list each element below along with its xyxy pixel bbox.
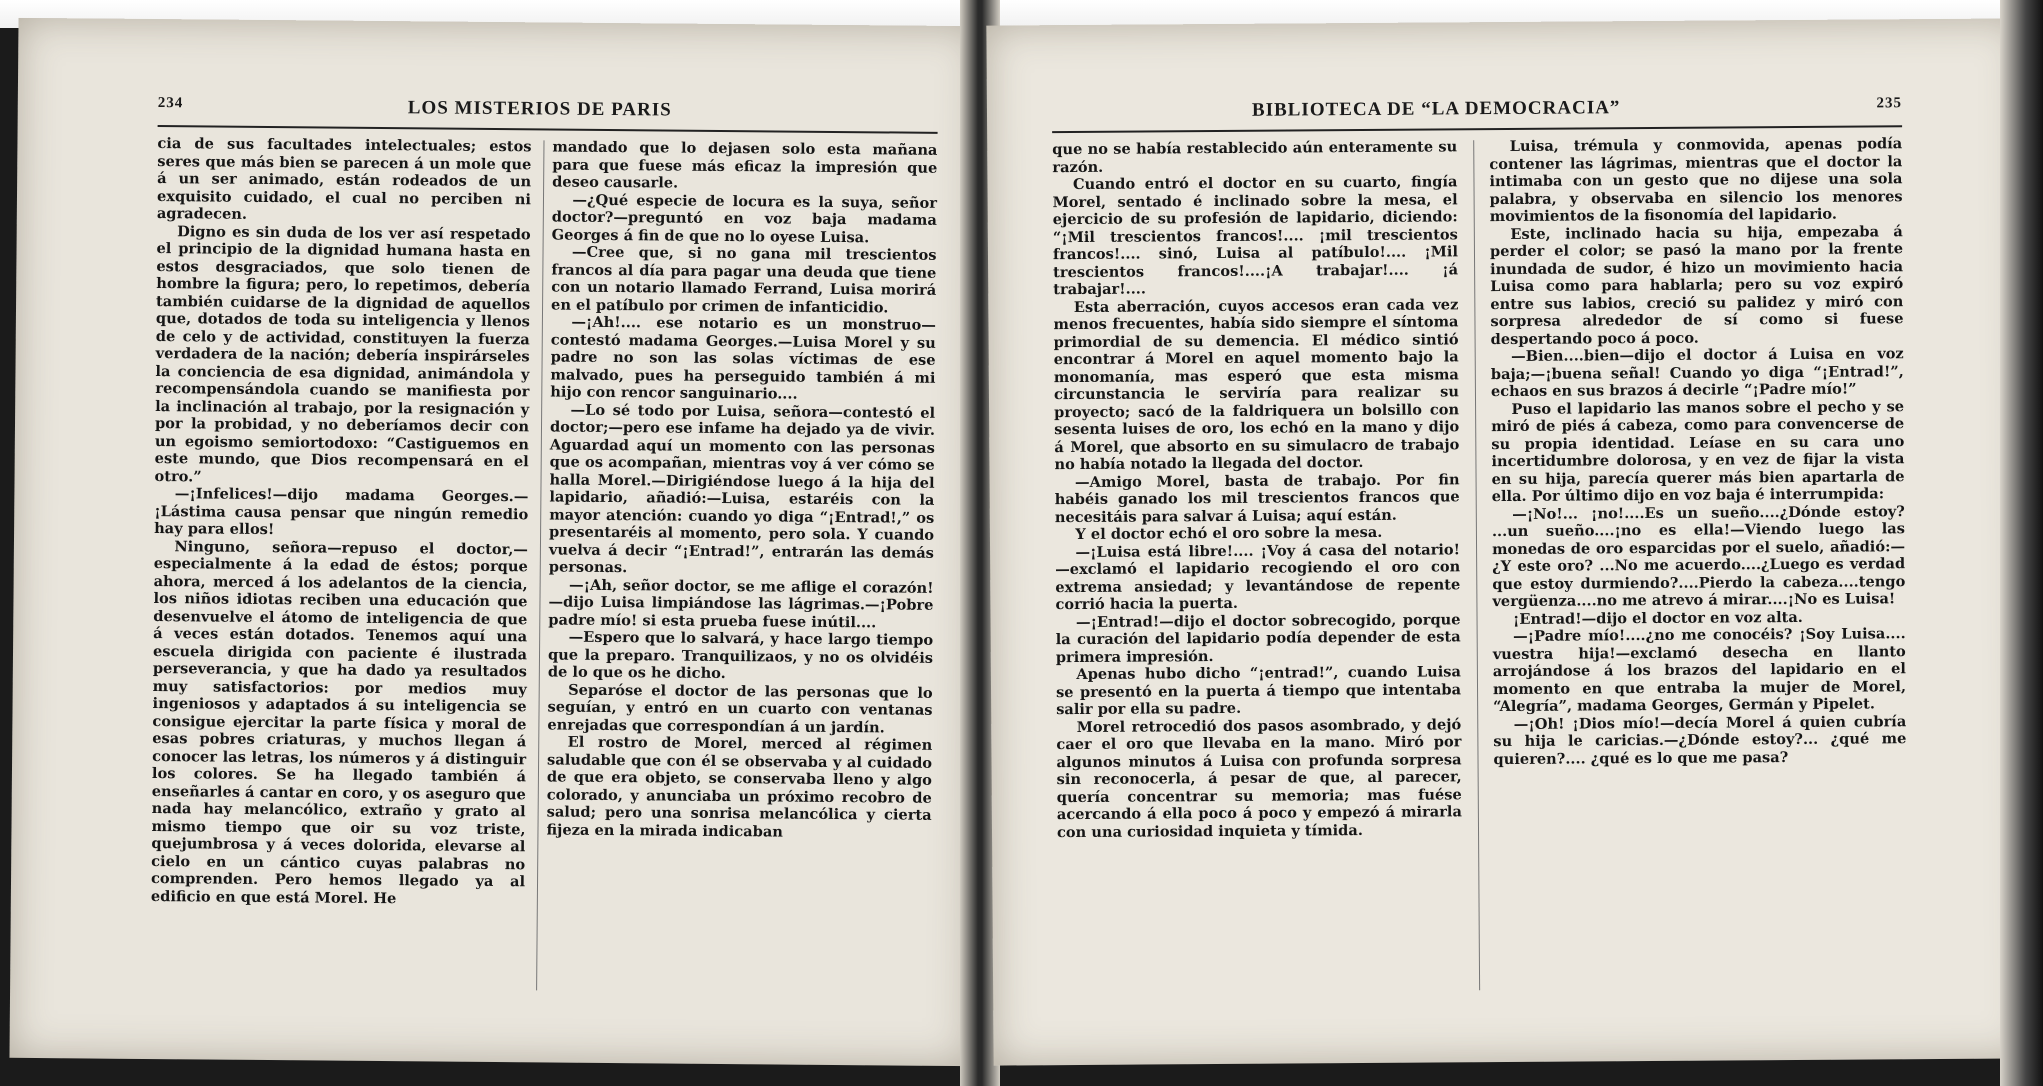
text-column-right bbox=[546, 138, 937, 841]
paragraph: Morel retrocedió dos pasos asombrado, y dejó caer el oro que llevaba en la mano. Miró por algunos minutos á Luisa con profunda sorpresa sin reconocerla, á pesar de que, al parecer, quería concentrar su memoria; mas fuése acercando á ella poco á poco y empezó á mirarla con una curiosidad inquieta y tímida. bbox=[1056, 715, 1462, 841]
paragraph: Ninguno, señora—repuso el doctor,—especialmente á la edad de éstos; porque ahora, merced á los adelantos de la ciencia, los niños idiotas reciben una educación que desenvuelve el átomo de inteligencia de que á veces están dotados. Tenemos aquí una escuela dirigida con paciente é ilustrada perseverancia, y que ha dado ya resultados muy satisfactorios: por medios muy ingeniosos y adaptados á su inteligencia se consigue ejercitar la parte física y moral de esas pobres criaturas, y muchos llegan á conocer las letras, los números y á distinguir los colores. Se ha llegado también á enseñarles á cantar en coro, y os aseguro que nada hay melancólico, extraño y grato al mismo tiempo que oir su voz triste, quejumbrosa y á veces dolorida, elevarse al cielo en un cántico cuyas palabras no comprenden. Pero hemos llegado ya al edificio en que está Morel. He bbox=[150, 537, 529, 907]
running-head bbox=[158, 95, 938, 130]
paragraph: Separóse el doctor de las personas que lo seguían, y entró en un cuarto con ventanas enrejadas que correspondían á un jardín. bbox=[547, 681, 933, 736]
paragraph: mandado que lo dejasen solo esta mañana para que fuese más eficaz la impresión que deseo causarle. bbox=[552, 138, 938, 192]
paragraph: Y el doctor echó el oro sobre la mesa. bbox=[1075, 523, 1383, 544]
paragraph: —Lo sé todo por Luisa, señora—contestó el doctor;—pero ese infame ha dejado ya de vivir. Aguardad aquí un momento con las personas que os acompañan, mientras voy á ver cómo se halla Morel.—Dirigiéndose luego á la hija del lapidario, añadió:—Luisa, estaréis con la mayor atención: cuando yo diga “¡Entrad!,” os presentaréis al momento, pero sola. Y cuando vuelva á decir “¡Entrad!”, entrarán las demás personas. bbox=[548, 401, 936, 577]
paragraph: que no se había restablecido aún enteramente su razón. bbox=[1052, 138, 1458, 176]
paragraph: ¡Entrad!—dijo el doctor en voz alta. bbox=[1512, 608, 1803, 628]
paragraph: Apenas hubo dicho “¡entrad!”, cuando Luisa se presentó en la puerta á tiempo que intentaba salir por ella su padre. bbox=[1055, 663, 1462, 719]
column-divider bbox=[536, 140, 544, 990]
book-title: LOS MISTERIOS DE PARIS bbox=[407, 97, 672, 121]
text-column-right bbox=[1489, 135, 1906, 768]
book-title: BIBLIOTECA DE “LA DEMOCRACIA” bbox=[1251, 97, 1621, 121]
text-column-left bbox=[1052, 138, 1462, 841]
page-number: 235 bbox=[1876, 95, 1903, 112]
paragraph: —¡Ah!.... ese notario es un monstruo—contestó madama Georges.—Luisa Morel y su padre no son las solas víctimas de ese malvado, pues ha perseguido también á mi hijo con rencor sanguinario.... bbox=[550, 313, 936, 403]
paragraph: Esta aberración, cuyos accesos eran cada vez menos frecuentes, había sido siempre el síntoma primordial de su demencia. El médico sintió encontrar á Morel en aquel momento bajo la monomanía, mas esperó que esta misma circunstancia le serviría para realizar su proyecto; sacó de la faldriquera un bolsillo con sesenta luises de oro, los echó en la mano y dijo á Morel, que absorto en su simulacro de trabajo no había notado la llegada del doctor. bbox=[1053, 295, 1460, 474]
column-divider bbox=[1473, 140, 1480, 990]
running-head bbox=[1052, 95, 1902, 129]
paragraph: Luisa, trémula y conmovida, apenas podía contener las lágrimas, mientras que el doctor la intimaba con un gesto que no dijese una sola palabra, y observaba en silencio los menores movimientos de la fisonomía del lapidario. bbox=[1489, 135, 1903, 226]
paragraph: —¡Ah, señor doctor, se me aflige el corazón!—dijo Luisa limpiándose las lágrimas.—¡Pobre padre mío! si esta prueba fuese inútil.... bbox=[548, 576, 934, 631]
paragraph: —¡Luisa está libre!.... ¡Voy á casa del notario!—exclamó el lapidario recogiendo el oro con extrema ansiedad; y levantándose de repente corrió hacia la puerta. bbox=[1055, 540, 1461, 614]
paragraph: Digno es sin duda de los ver así respetado el principio de la dignidad humana hasta en estos desgraciados, que solo tienen de hombre la figura; pero, lo repetimos, debería también cuidarse de la dignidad de aquellos que, dotados de toda su inteligencia y llenos de celo y de actividad, constituyen la fuerza verdadera de la nación; debería inspirárseles la conciencia de esa dignidad, animándola y recompensándola cuando se manifiesta por la inclinación al trabajo, por la resignación y por la probidad, y no deberíamos decir con un egoismo semiortodoxo: “Castiguemos en este mundo, que Dios recompensará en el otro.” bbox=[154, 222, 531, 485]
paragraph: Cuando entró el doctor en su cuarto, fingía Morel, sentado é inclinado sobre la mesa, el ejercicio de su profesión de lapidario, diciendo: “¡Mil trescientos francos!.... ¡mil trescientos francos!.... sinó, Luisa al patíbulo!.... ¡Mil trescientos francos!....¡A trabajar!.... ¡á trabajar!.... bbox=[1052, 173, 1459, 299]
paragraph: —¿Qué especie de locura es la suya, señor doctor?—preguntó en voz baja madama Georges á fin de que no lo oyese Luisa. bbox=[551, 191, 938, 246]
paragraph: —¡Infelices!—dijo madama Georges.—¡Lástima causa pensar que ningún remedio hay para ellos! bbox=[154, 485, 529, 539]
paragraph: Este, inclinado hacia su hija, empezaba á perder el color; se pasó la mano por la frente inundada de sudor, é hizo un movimiento hacia Luisa como para hablarla; pero su voz expiró entre sus labios, creció su palidez y miró con sorpresa alrededor de sí como si fuese despertando poco á poco. bbox=[1489, 222, 1904, 348]
paragraph: cia de sus facultades intelectuales; estos seres que más bien se parecen á un mole que á un ser animado, están rodeados de un exquisito cuidado, el cual no perciben ni agradecen. bbox=[156, 135, 532, 223]
right-page bbox=[986, 18, 2028, 1065]
paragraph: —¡Entrad!—dijo el doctor sobrecogido, porque la curación del lapidario podía depender de esta primera impresión. bbox=[1055, 610, 1461, 666]
paragraph: —¡Oh! ¡Dios mío!—decía Morel á quien cubría su hija le caricias.—¿Dónde estoy?... ¿qué me quieren?.... ¿qué es lo que me pasa? bbox=[1493, 712, 1907, 768]
page-number: 234 bbox=[157, 95, 184, 112]
paragraph: El rostro de Morel, merced al régimen saludable que con él se observaba y al cuidado de que era objeto, se conservaba lleno y algo colorado, y anunciaba un próximo recobro de salud; pero una sonrisa melancólica y cierta fijeza en la mirada indicaban bbox=[546, 733, 933, 841]
paragraph: Puso el lapidario las manos sobre el pecho y se miró de piés á cabeza, como para convencerse de su propia identidad. Leíase en su cara uno incertidumbre dolorosa, y en vez de fijar la vista en su hija, parecía querer más bien apartarla de ella. Por último dijo en voz baja é interrumpida: bbox=[1491, 397, 1905, 506]
scan-edge-right bbox=[2000, 0, 2043, 1086]
paragraph: —Amigo Morel, basta de trabajo. Por fin habéis ganado los mil trescientos francos que necesitáis para salvar á Luisa; aquí están. bbox=[1054, 470, 1460, 526]
paragraph: —Bien....bien—dijo el doctor á Luisa en voz baja;—¡buena señal! Cuando yo diga “¡Entrad!”, echaos en sus brazos á decirle “¡Padre mío!” bbox=[1490, 345, 1904, 401]
paragraph: —Espero que lo salvará, y hace largo tiempo que la preparo. Tranquilizaos, y no os olvidéis de lo que os he dicho. bbox=[547, 628, 934, 683]
paragraph: —¡Padre mío!....¿no me conocéis? ¡Soy Luisa.... vuestra hija!—exclamó desecha en llanto arrojándose á los brazos del lapidario en el momento en que entraba la mujer de Morel, “Alegría”, madama Georges, Germán y Pipelet. bbox=[1492, 625, 1907, 716]
paragraph: —¡No!... ¡no!....Es un sueño....¿Dónde estoy? ...un sueño....¡no es ella!—Viendo luego las monedas de oro esparcidas por el suelo, añadió:—¿Y este oro? ...No me acuerdo....¿Luego es verdad que estoy durmiendo?....Pierdo la cabeza....tengo vergüenza....no me atrevo á mirar....¡No es Luisa! bbox=[1491, 502, 1906, 611]
text-column-left bbox=[151, 135, 532, 908]
paragraph: —Cree que, si no gana mil trescientos francos al día para pagar una deuda que tiene con un notario llamado Ferrand, Luisa morirá en el patíbulo por crimen de infanticidio. bbox=[551, 243, 937, 316]
left-page bbox=[9, 18, 978, 1066]
